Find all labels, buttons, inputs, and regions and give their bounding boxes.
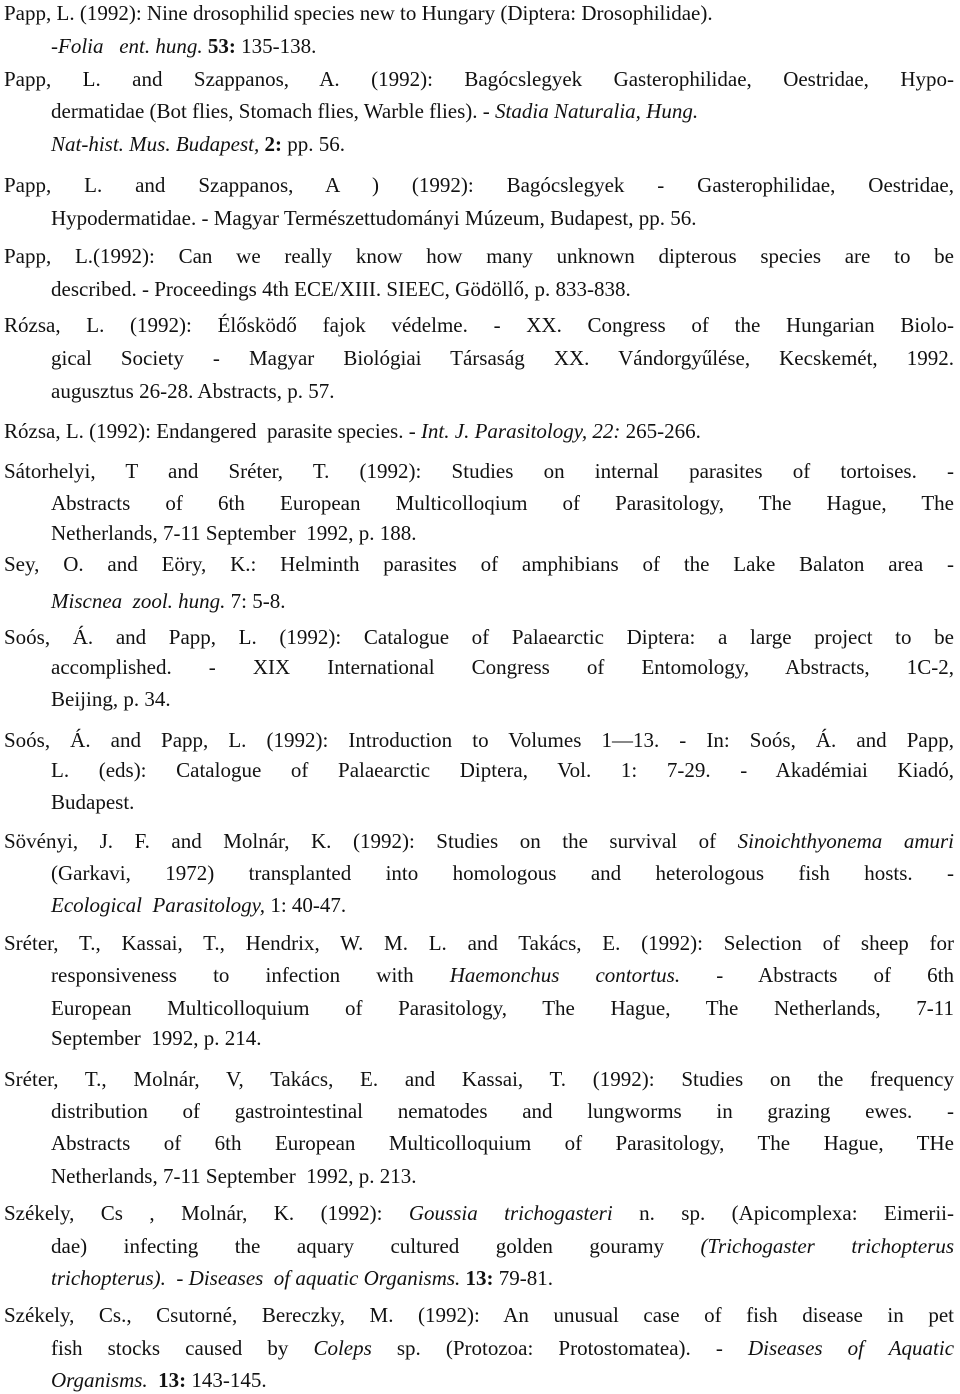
reference-text: Soós, Á. and Papp, L. (1992): Introduction to Volumes 1—13. - In: Soós, Á. and Papp, xyxy=(4,728,954,752)
reference-line xyxy=(4,930,954,956)
reference-text: pp. 56. xyxy=(282,132,345,156)
reference-text: (Garkavi, 1972) transplanted into homologous and heterologous fish hosts. - xyxy=(51,861,954,885)
reference-text: Hypodermatidae. - Magyar Természettudományi Múzeum, Budapest, pp. 56. xyxy=(51,206,697,230)
reference-text: 143-145. xyxy=(186,1368,267,1392)
reference-text: Sátorhelyi, T and Sréter, T. (1992): Studies on internal parasites of tortoises. - xyxy=(4,459,954,483)
reference-text: Coleps xyxy=(313,1336,372,1360)
reference-text: - Abstracts of 6th xyxy=(680,963,954,987)
reference-text: 2: xyxy=(264,132,282,156)
reference-text: Soós, Á. and Papp, L. (1992): Catalogue of Palaearctic Diptera: a large project to be xyxy=(4,625,954,649)
reference-text: 13: xyxy=(465,1266,494,1290)
reference-line xyxy=(51,757,954,783)
reference-text: Székely, Cs., Csutorné, Bereczky, M. (1992): An unusual case of fish disease in pet xyxy=(4,1303,954,1327)
reference-text: Budapest. xyxy=(51,790,135,814)
reference-line xyxy=(51,1025,262,1051)
reference-text: 1: 40-47. xyxy=(265,893,347,917)
reference-text: Int. J. Parasitology, 22: xyxy=(420,419,621,443)
reference-line xyxy=(51,789,134,815)
reference-line xyxy=(4,828,954,854)
reference-line xyxy=(4,458,954,484)
reference-text: Ecological Parasitology, xyxy=(51,893,266,917)
reference-text: accomplished. - XIX International Congress of Entomology, Abstracts, 1C-2, xyxy=(51,655,954,679)
reference-line xyxy=(51,345,954,371)
reference-text: Organisms. xyxy=(51,1368,148,1392)
reference-text: 7: 5-8. xyxy=(225,589,286,613)
reference-line xyxy=(51,1265,553,1291)
reference-text: Székely, Cs , Molnár, K. (1992): xyxy=(4,1201,409,1225)
reference-line xyxy=(51,962,954,988)
reference-text: Sey, O. and Eöry, K.: Helminth parasites of amphibians of the Lake Balaton area - xyxy=(4,552,954,576)
reference-line xyxy=(4,243,954,269)
reference-line xyxy=(4,172,954,198)
reference-text: augusztus 26-28. Abstracts, p. 57. xyxy=(51,379,335,403)
reference-text: L. (eds): Catalogue of Palaearctic Diptera, Vol. 1: 7-29. - Akadémiai Kiadó, xyxy=(51,758,954,782)
reference-text: -Folia ent. hung. xyxy=(51,34,208,58)
reference-line xyxy=(4,727,954,753)
reference-text: Rózsa, L. (1992): Élősködő fajok védelme. - XX. Congress of the Hungarian Biolo- xyxy=(4,313,954,337)
reference-text: fish stocks caused by xyxy=(51,1336,314,1360)
reference-text: Sinoichthyonema amuri xyxy=(737,829,954,853)
reference-text: 79-81. xyxy=(493,1266,554,1290)
reference-text: Abstracts of 6th European Multicolloqium of Parasitology, The Hague, The xyxy=(51,491,954,515)
reference-text: Netherlands, 7-11 September 1992, p. 213. xyxy=(51,1164,417,1188)
reference-text: described. - Proceedings 4th ECE/XIII. SIEEC, Gödöllő, p. 833-838. xyxy=(51,277,631,301)
reference-text: n. sp. (Apicomplexa: Eimerii- xyxy=(612,1201,954,1225)
reference-line xyxy=(4,312,954,338)
reference-text: dae) infecting the aquary cultured golden gouramy xyxy=(51,1234,701,1258)
reference-line xyxy=(51,98,698,124)
reference-line xyxy=(51,520,416,546)
reference-text: Abstracts of 6th European Multicolloquium of Parasitology, The Hague, THe xyxy=(51,1131,954,1155)
reference-text: Sréter, T., Molnár, V, Takács, E. and Kassai, T. (1992): Studies on the frequency xyxy=(4,1067,954,1091)
reference-line xyxy=(4,0,713,26)
reference-text: Miscnea zool. hung. xyxy=(51,589,226,613)
reference-text: sp. (Protozoa: Protostomatea). - xyxy=(371,1336,748,1360)
reference-line xyxy=(51,1367,267,1393)
reference-line xyxy=(51,995,954,1021)
reference-line xyxy=(51,490,954,516)
reference-line xyxy=(51,892,346,918)
reference-text: Goussia trichogasteri xyxy=(408,1201,613,1225)
reference-text: dermatidae (Bot flies, Stomach flies, Warble flies). - xyxy=(51,99,496,123)
reference-text: Sövényi, J. F. and Molnár, K. (1992): Studies on the survival of xyxy=(4,829,738,853)
reference-text: 135-138. xyxy=(235,34,317,58)
reference-text: Diseases of Aquatic xyxy=(747,1336,954,1360)
reference-text: European Multicolloquium of Parasitology, The Hague, The Netherlands, 7-11 xyxy=(51,996,954,1020)
reference-text: responsiveness to infection with xyxy=(51,963,450,987)
reference-text: Netherlands, 7-11 September 1992, p. 188. xyxy=(51,521,417,545)
reference-line xyxy=(51,33,316,59)
reference-text: (Trichogaster trichopterus xyxy=(700,1234,954,1258)
reference-text: Sréter, T., Kassai, T., Hendrix, W. M. L. and Takács, E. (1992): Selection of sheep for xyxy=(4,931,954,955)
reference-line xyxy=(51,131,345,157)
reference-text: 13: xyxy=(158,1368,187,1392)
reference-text: Papp, L. (1992): Nine drosophilid species new to Hungary (Diptera: Drosophilidae). xyxy=(4,1,713,25)
reference-line xyxy=(4,1302,954,1328)
reference-line xyxy=(51,1163,416,1189)
reference-text: 53: xyxy=(207,34,236,58)
reference-text: 265-266. xyxy=(620,419,701,443)
reference-line xyxy=(51,205,696,231)
reference-text: September 1992, p. 214. xyxy=(51,1026,262,1050)
reference-text: Rózsa, L. (1992): Endangered parasite species. - xyxy=(4,419,421,443)
reference-text: Beijing, p. 34. xyxy=(51,687,171,711)
reference-text: gical Society - Magyar Biológiai Társaság XX. Vándorgyűlése, Kecskemét, 1992. xyxy=(51,346,954,370)
reference-line xyxy=(4,418,701,444)
reference-text: distribution of gastrointestinal nematodes and lungworms in grazing ewes. - xyxy=(51,1099,954,1123)
reference-line xyxy=(51,1130,954,1156)
reference-line xyxy=(4,1200,954,1226)
reference-text: Papp, L. and Szappanos, A ) (1992): Bagócslegyek - Gasterophilidae, Oestridae, xyxy=(4,173,954,197)
reference-line xyxy=(51,276,631,302)
reference-line xyxy=(51,1233,954,1259)
reference-line xyxy=(51,1098,954,1124)
reference-line xyxy=(51,860,954,886)
reference-line xyxy=(51,654,954,680)
reference-line xyxy=(4,624,954,650)
reference-line xyxy=(51,686,171,712)
reference-text: Stadia Naturalia, Hung. xyxy=(495,99,699,123)
reference-line xyxy=(51,378,334,404)
reference-text: Haemonchus contortus. xyxy=(449,963,681,987)
reference-line xyxy=(51,1335,954,1361)
reference-text: trichopterus). - Diseases of aquatic Organisms. xyxy=(51,1266,461,1290)
reference-text: Papp, L. and Szappanos, A. (1992): Bagócslegyek Gasterophilidae, Oestridae, Hypo- xyxy=(4,67,954,91)
reference-text xyxy=(148,1368,159,1392)
reference-text: Papp, L.(1992): Can we really know how many unknown dipterous species are to be xyxy=(4,244,954,268)
reference-line xyxy=(4,1066,954,1092)
reference-text: Nat-hist. Mus. Budapest, xyxy=(51,132,265,156)
reference-line xyxy=(51,588,285,614)
reference-line xyxy=(4,551,954,577)
reference-line xyxy=(4,66,954,92)
